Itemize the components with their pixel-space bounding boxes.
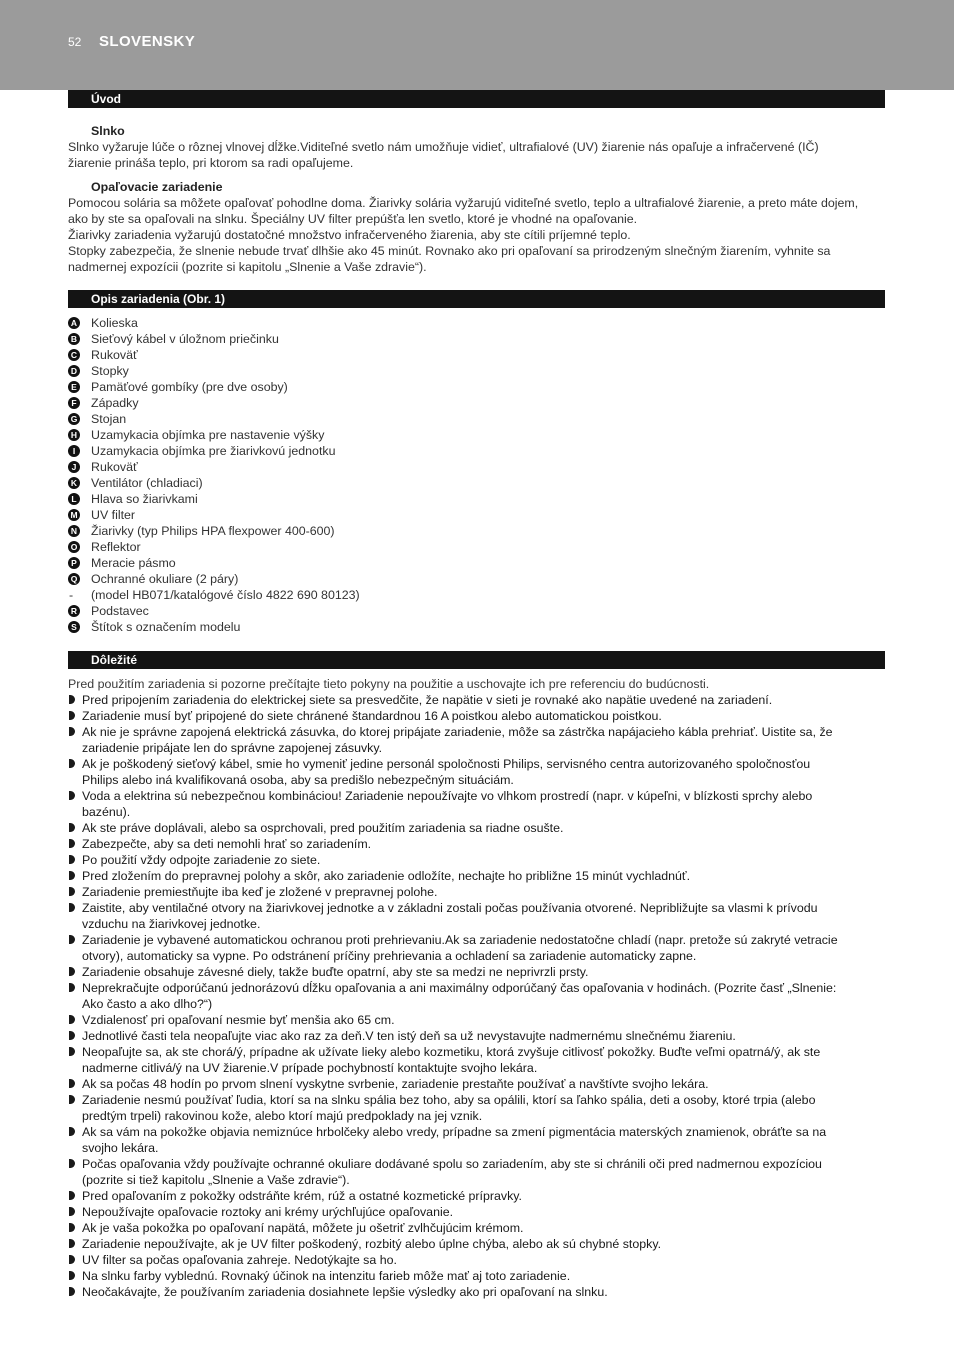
bullet-icon (69, 1239, 75, 1248)
part-label: Stopky (91, 364, 129, 378)
warning-item (68, 1284, 885, 1300)
letter-badge: R (68, 605, 80, 617)
warnings-list (68, 692, 885, 1300)
warning-line: Zabezpečte, aby sa deti nemohli hrať so zariadením. (82, 837, 372, 851)
bullet-icon (69, 871, 75, 880)
warning-item (68, 1204, 885, 1220)
section-title-important: Dôležité (91, 653, 138, 667)
warning-line: Neočakávajte, že používaním zariadenia dosiahnete lepšie výsledky ako pri opaľovaní na slnku. (82, 1285, 608, 1299)
warning-line: Zaistite, aby ventilačné otvory na žiarivkovej jednotke a v základni zostali počas používania otvorené. Nepribližujte sa vlasmi k prívodu (82, 901, 818, 915)
warning-line: Na slnku farby vyblednú. Rovnaký účinok na intenzitu farieb môže mať aj toto zariadenie. (82, 1269, 571, 1283)
warning-item (68, 1252, 885, 1268)
letter-badge: S (68, 621, 80, 633)
bullet-icon (69, 1079, 75, 1088)
warning-item (68, 900, 885, 932)
parts-list-item (68, 475, 885, 491)
parts-list-item (68, 539, 885, 555)
warning-item (68, 980, 885, 1012)
parts-list-item (68, 427, 885, 443)
warning-item (68, 788, 885, 820)
warning-line: predtým trpeli) rakovinou kože, alebo ktorí majú predpoklady na jej vznik. (82, 1109, 483, 1123)
parts-list-item (68, 363, 885, 379)
warning-item (68, 932, 885, 964)
warning-item (68, 692, 885, 708)
letter-badge: Q (68, 573, 80, 585)
warning-line: Ak ste práve doplávali, alebo sa osprchovali, pred použitím zariadenia sa riadne osušte. (82, 821, 564, 835)
bullet-icon (69, 903, 75, 912)
warning-item (68, 852, 885, 868)
warning-line: otvory), automaticky sa vypne. Po odstránení príčiny prehrievania a ochladení sa zariadenie automaticky zapne. (82, 949, 697, 963)
paragraph-line: Slnko vyžaruje lúče o rôznej vlnovej dĺžke.Viditeľné svetlo nám umožňuje vidieť, ultrafialové (UV) žiarenie nás opaľuje a infračervené (IČ) (68, 140, 819, 154)
warning-item (68, 884, 885, 900)
letter-badge: M (68, 509, 80, 521)
warning-item (68, 1220, 885, 1236)
dash-marker: - (69, 588, 74, 602)
bullet-icon (69, 823, 75, 832)
warning-line: Neprekračujte odporúčanú jednorázovú dĺžku opaľovania a ani maximálny odporúčaný čas opaľovania v hodinách. (Pozrite časť „Slnenie: (82, 981, 837, 995)
intro-body (68, 123, 885, 275)
bullet-icon (69, 1207, 75, 1216)
parts-list-item (68, 603, 885, 619)
warning-item (68, 724, 885, 756)
letter-badge: I (68, 445, 80, 457)
bullet-icon (69, 1047, 75, 1056)
warning-item (68, 1236, 885, 1252)
warning-item (68, 1188, 885, 1204)
warning-line: Pred opaľovaním z pokožky odstráňte krém, rúž a ostatné kozmetické prípravky. (82, 1189, 522, 1203)
warning-line: Vzdialenosť pri opaľovaní nesmie byť menšia ako 65 cm. (82, 1013, 395, 1027)
letter-badge: J (68, 461, 80, 473)
part-label: Podstavec (91, 604, 149, 618)
warning-item (68, 1156, 885, 1188)
warning-line: svojho lekára. (82, 1141, 159, 1155)
paragraph-line: Stopky zabezpečia, že slnenie nebude trvať dlhšie ako 45 minút. Rovnako ako pri opaľovaní sa prirodzeným slnečným žiarením, vyhnite sa (68, 244, 831, 258)
part-label: Rukoväť (91, 348, 138, 362)
paragraph-line: žiarenie prináša teplo, pri ktorom sa radi opaľujeme. (68, 156, 354, 170)
part-label: Uzamykacia objímka pre nastavenie výšky (91, 428, 325, 442)
warning-line: Ak je vaša pokožka po opaľovaní napätá, môžete ju ošetriť zvlhčujúcim krémom. (82, 1221, 524, 1235)
bullet-icon (69, 1271, 75, 1280)
warning-item (68, 1028, 885, 1044)
warning-line: nadmerne citlivá/ý na UV žiarenie.V prípade pochybností kontaktujte svojho lekára. (82, 1061, 538, 1075)
part-label: Rukoväť (91, 460, 138, 474)
letter-badge: C (68, 349, 80, 361)
warning-line: Zariadenie je vybavené automatickou ochranou proti prehrievaniu.Ak sa zariadenie nedostatočne chladí (napr. pretože sú zakryté vetracie (82, 933, 838, 947)
language-title: SLOVENSKY (99, 33, 196, 50)
warning-item (68, 868, 885, 884)
letter-badge: O (68, 541, 80, 553)
bullet-icon (69, 1015, 75, 1024)
bullet-icon (69, 791, 75, 800)
parts-list (68, 315, 885, 635)
parts-list-item (68, 379, 885, 395)
part-label: Západky (91, 396, 139, 410)
bullet-icon (69, 887, 75, 896)
part-label: Štítok s označením modelu (91, 620, 241, 634)
warning-line: zariadenie pripájate len do správne zapojenej zásuvky. (82, 741, 383, 755)
paragraph-line: Žiarivky zariadenia vyžarujú dostatočné množstvo infračerveného žiarenia, aby ste cítili príjemné teplo. (68, 228, 631, 242)
parts-list-item (68, 555, 885, 571)
part-label: Ochranné okuliare (2 páry) (91, 572, 239, 586)
letter-badge: G (68, 413, 80, 425)
paragraph-line: ako by ste sa opaľovali na slnku. Špeciálny UV filter prepúšťa len svetlo, ktoré je vhodné na opaľovanie. (68, 212, 638, 226)
bullet-icon (69, 983, 75, 992)
bullet-icon (69, 1159, 75, 1168)
parts-list-item (68, 331, 885, 347)
warning-line: Zariadenie nesmú používať ľudia, ktorí sa na slnku spália bez toho, aby sa opálili, ktorí sa ľahko spália, deti a osoby, ktoré trpia (alebo (82, 1093, 816, 1107)
letter-badge: B (68, 333, 80, 345)
warning-line: Pred zložením do prepravnej polohy a skôr, ako zariadenie odložíte, nechajte ho približne 15 minút vychladnúť. (82, 869, 691, 883)
warning-item (68, 820, 885, 836)
parts-list-item (68, 507, 885, 523)
page-content (68, 90, 885, 1300)
warning-item (68, 836, 885, 852)
letter-badge: F (68, 397, 80, 409)
bullet-icon (69, 1255, 75, 1264)
paragraph-line: nadmernej expozícii (pozrite si kapitolu „Slnenie a Vaše zdravie“). (68, 260, 427, 274)
warning-line: Pred pripojením zariadenia do elektrickej siete sa presvedčite, že napätie v sieti je rovnaké ako napätie uvedené na zariadení. (82, 693, 773, 707)
section-bar-important (68, 651, 885, 669)
page-number: 52 (68, 35, 82, 49)
warning-item (68, 1044, 885, 1076)
warning-line: Počas opaľovania vždy používajte ochranné okuliare dodávané spolu so zariadením, aby ste si chránili oči pred nadmernou expozíciou (82, 1157, 822, 1171)
subsection-heading: Slnko (91, 124, 125, 138)
warning-line: Neopaľujte sa, ak ste chorá/ý, prípadne ak užívate lieky alebo kozmetiku, ktorá zvyšuje citlivosť pokožky. Buďte veľmi opatrná/ý, ak ste (82, 1045, 821, 1059)
bullet-icon (69, 759, 75, 768)
bullet-icon (69, 967, 75, 976)
bullet-icon (69, 711, 75, 720)
part-label: Sieťový kábel v úložnom priečinku (91, 332, 279, 346)
warning-item (68, 1092, 885, 1124)
parts-list-item (68, 459, 885, 475)
warning-line: Zariadenie musí byť pripojené do siete chránené štandardnou 16 A poistkou alebo automatickou poistkou. (82, 709, 662, 723)
letter-badge: N (68, 525, 80, 537)
section-bar-description (68, 290, 885, 308)
bullet-icon (69, 727, 75, 736)
bullet-icon (69, 839, 75, 848)
important-intro-text: Pred použitím zariadenia si pozorne prečítajte tieto pokyny na použitie a uschovajte ich pre referenciu do budúcnosti. (68, 677, 710, 691)
part-label: Meracie pásmo (91, 556, 176, 570)
warning-line: Philips alebo iná kvalifikovaná osoba, aby sa predišlo nebezpečným situáciám. (82, 773, 514, 787)
letter-badge: E (68, 381, 80, 393)
bullet-icon (69, 935, 75, 944)
parts-list-item (68, 587, 885, 603)
parts-list-item (68, 315, 885, 331)
warning-item (68, 1012, 885, 1028)
warning-line: Ak nie je správne zapojená elektrická zásuvka, do ktorej pripájate zariadenie, môže sa zástrčka napájacieho kábla prehriať. Uistite sa, že (82, 725, 833, 739)
bullet-icon (69, 1223, 75, 1232)
warning-item (68, 708, 885, 724)
part-label: Žiarivky (typ Philips HPA flexpower 400-600) (91, 524, 335, 538)
part-label: (model HB071/katalógové číslo 4822 690 80123) (91, 588, 360, 602)
bullet-icon (69, 855, 75, 864)
bullet-icon (69, 1031, 75, 1040)
warning-line: Voda a elektrina sú nebezpečnou kombináciou! Zariadenie nepoužívajte vo vlhkom prostredí (napr. v kúpeľni, v blízkosti sprchy alebo (82, 789, 813, 803)
warning-line: Zariadenie nepoužívajte, ak je UV filter poškodený, rozbitý alebo úplne chýba, alebo ak sú chybné stopky. (82, 1237, 662, 1251)
bullet-icon (69, 1127, 75, 1136)
warning-item (68, 756, 885, 788)
part-label: Reflektor (91, 540, 141, 554)
warning-line: Ako často a ako dlho?“) (82, 997, 213, 1011)
warning-line: Ak sa vám na pokožke objavia nemiznúce hrbolčeky alebo vredy, prípadne sa zmení pigmentácia materských znamienok, obráťte sa na (82, 1125, 827, 1139)
parts-list-item (68, 619, 885, 635)
warning-item (68, 964, 885, 980)
part-label: Uzamykacia objímka pre žiarivkovú jednotku (91, 444, 336, 458)
parts-list-item (68, 395, 885, 411)
part-label: UV filter (91, 508, 136, 522)
parts-list-item (68, 523, 885, 539)
part-label: Stojan (91, 412, 127, 426)
part-label: Ventilátor (chladiaci) (91, 476, 203, 490)
letter-badge: A (68, 317, 80, 329)
warning-line: Jednotlivé časti tela neopaľujte viac ako raz za deň.V ten istý deň sa už nevystavujte nadmernému slnečnému žiareniu. (82, 1029, 736, 1043)
parts-list-item (68, 571, 885, 587)
letter-badge: D (68, 365, 80, 377)
bullet-icon (69, 1191, 75, 1200)
bullet-icon (69, 1095, 75, 1104)
subsection-heading: Opaľovacie zariadenie (91, 180, 223, 194)
letter-badge: H (68, 429, 80, 441)
section-title-intro: Úvod (91, 92, 121, 106)
warning-line: Zariadenie premiestňujte iba keď je zložené v prepravnej polohe. (82, 885, 438, 899)
parts-list-item (68, 347, 885, 363)
warning-line: Nepoužívajte opaľovacie roztoky ani krémy urýchľujúce opaľovanie. (82, 1205, 454, 1219)
parts-list-item (68, 443, 885, 459)
warning-line: (pozrite si tiež kapitolu „Slnenie a Vaše zdravie“). (82, 1173, 350, 1187)
warning-line: UV filter sa počas opaľovania zahreje. Nedotýkajte sa ho. (82, 1253, 397, 1267)
parts-list-item (68, 411, 885, 427)
warning-item (68, 1268, 885, 1284)
warning-line: Ak je poškodený sieťový kábel, smie ho vymeniť jedine personál spoločnosti Philips, servisného centra autorizovaného spoločnosťou (82, 757, 811, 771)
part-label: Pamäťové gombíky (pre dve osoby) (91, 380, 288, 394)
warning-line: Po použití vždy odpojte zariadenie zo siete. (82, 853, 321, 867)
section-title-description: Opis zariadenia (Obr. 1) (91, 292, 226, 306)
letter-badge: P (68, 557, 80, 569)
letter-badge: L (68, 493, 80, 505)
bullet-icon (69, 695, 75, 704)
part-label: Kolieska (91, 316, 138, 330)
letter-badge: K (68, 477, 80, 489)
paragraph-line: Pomocou solária sa môžete opaľovať pohodlne doma. Žiarivky solária vyžarujú viditeľné svetlo, teplo a ultrafialové žiarenie, a preto máte dojem, (68, 196, 859, 210)
warning-line: vzduchu na žiarivkovej jednotke. (82, 917, 261, 931)
part-label: Hlava so žiarivkami (91, 492, 198, 506)
parts-list-item (68, 491, 885, 507)
warning-line: Ak sa počas 48 hodín po prvom slnení vyskytne svrbenie, zariadenie prestaňte používať a navštívte svojho lekára. (82, 1077, 709, 1091)
section-bar-intro (68, 90, 885, 108)
page-header (0, 0, 954, 90)
bullet-icon (69, 1287, 75, 1296)
warning-line: bazénu). (82, 805, 131, 819)
warning-line: Zariadenie obsahuje závesné diely, takže buďte opatrní, aby ste sa medzi ne neprivrzli prsty. (82, 965, 589, 979)
warning-item (68, 1124, 885, 1156)
warning-item (68, 1076, 885, 1092)
